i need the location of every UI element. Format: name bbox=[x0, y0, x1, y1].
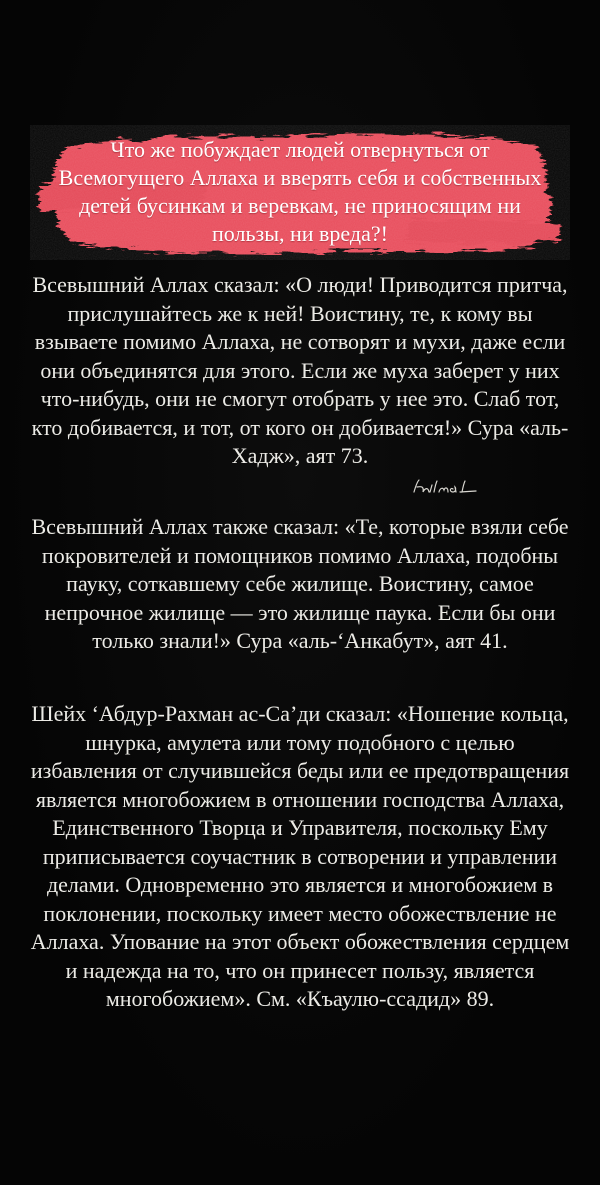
quote-paragraph-as-sadi: Шейх ‘Абдур-Рахман ас-Са’ди сказал: «Ношение кольца, шнурка, амулета или тому подобного с целью избавления от случившейся беды или ее предотвращения является многобожием в отношении господства Аллаха, Единственного Творца и Управителя, поскольку Ему приписывается соучастник в сотворении и управлении делами. Одновременно это является и многобожием в поклонении, поскольку имеет место обожествление не Аллаха. Упование на этот объект обожествления сердцем и надежда на то, что он принесет пользу, является многобожием». См. «Къаулю-ссадид» 89. bbox=[30, 701, 570, 1011]
highlighted-question-text: Что же побуждает людей отвернуться от Всемогущего Аллаха и вверять себя и собственных детей бусинкам и веревкам, не приносящим ни пользы, ни вреда?! bbox=[58, 137, 542, 246]
highlighted-question-block bbox=[30, 125, 570, 260]
quote-paragraph-al-hajj: Всевышний Аллах сказал: «О люди! Приводится притча, прислушайтесь же к ней! Воистину, те, к кому вы взываете помимо Аллаха, не сотворят и мухи, даже если они объединятся для этого. Если же муха заберет у них что-нибудь, они не смогут отобрать у нее это. Слаб тот, кто добивается, и тот, от кого он добивается!» Сура «аль-Хадж», аят 73. bbox=[31, 272, 569, 468]
signature-watermark bbox=[410, 477, 480, 497]
quote-paragraph-al-ankabut: Всевышний Аллах также сказал: «Те, которые взяли себе покровителей и помощников помимо Аллаха, подобны пауку, соткавшему себе жилище. Воистину, самое непрочное жилище — это жилище паука. Если бы они только знали!» Сура «аль-‘Анкабут», аят 41. bbox=[31, 514, 569, 653]
